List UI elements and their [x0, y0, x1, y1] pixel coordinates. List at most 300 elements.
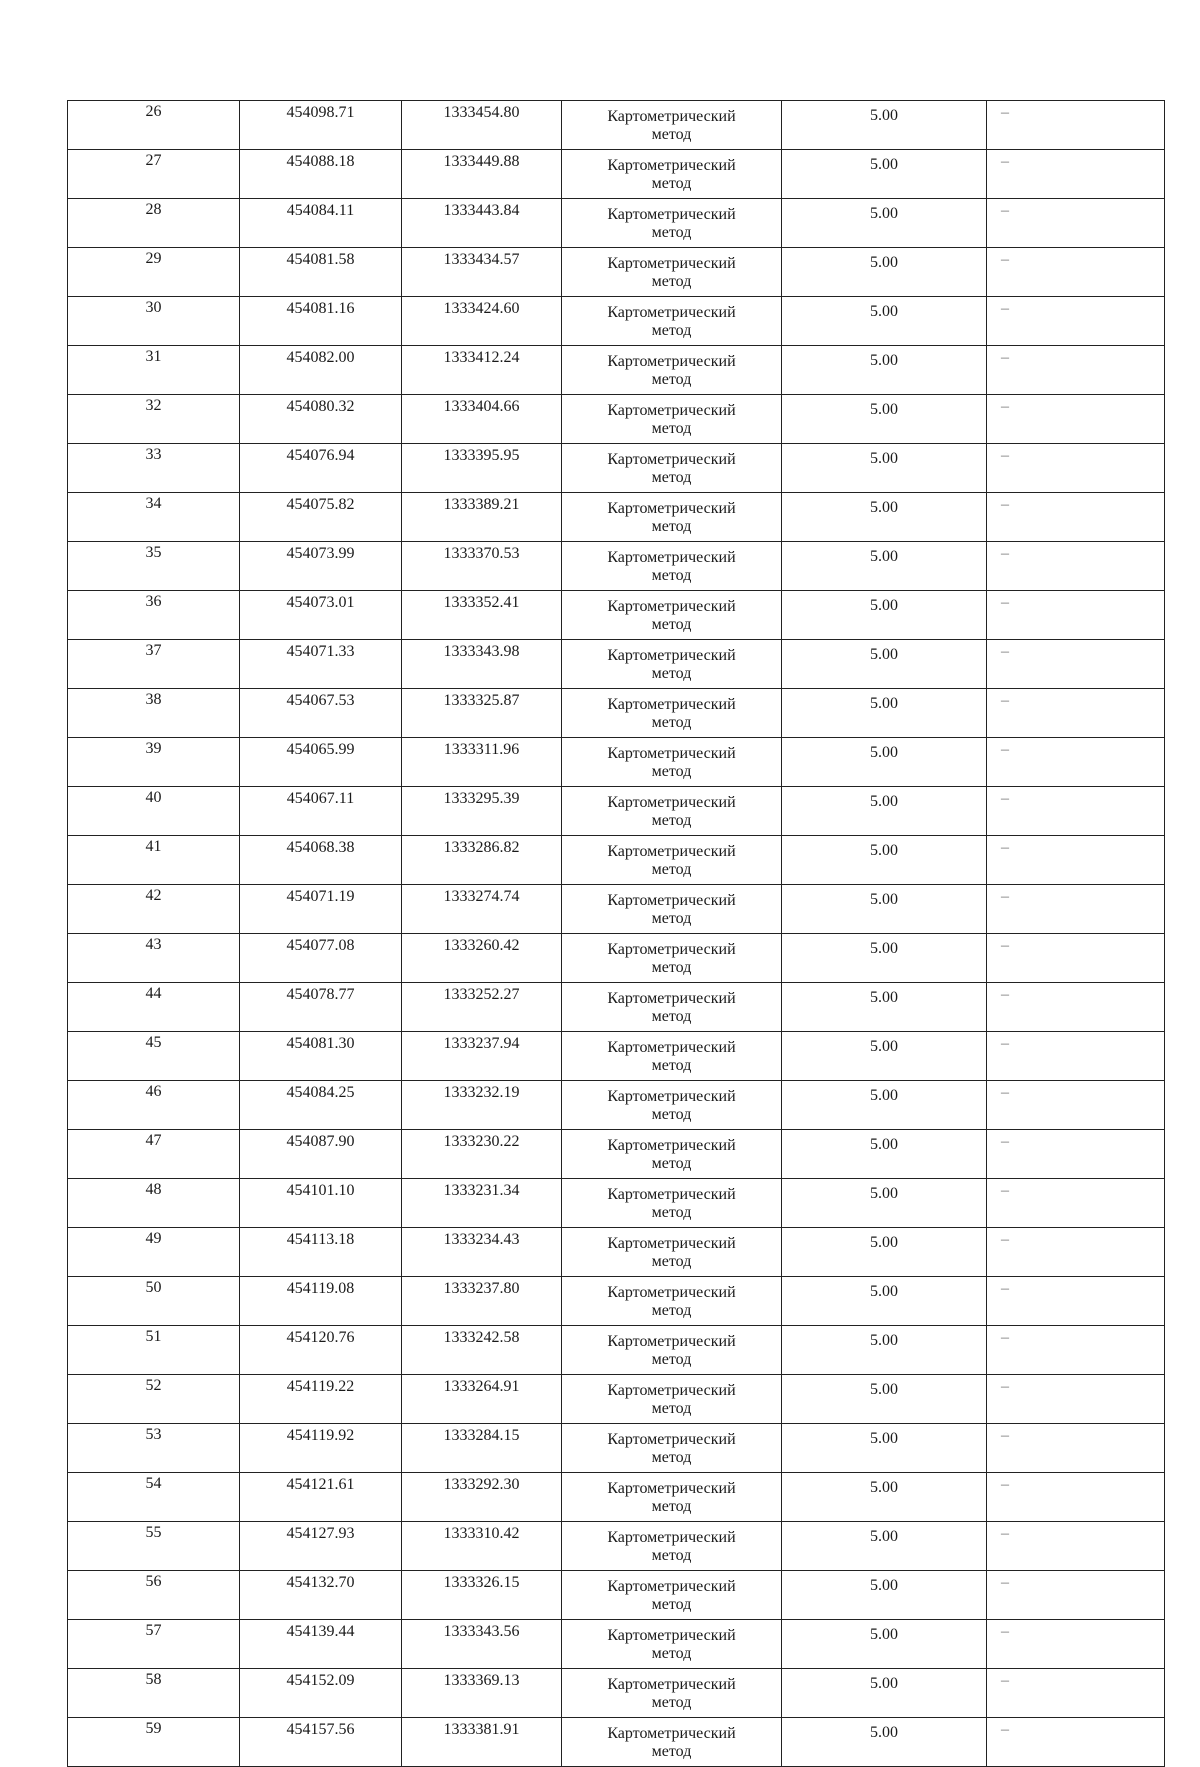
- method-line-1: Картометрический: [607, 941, 736, 958]
- method-cell: [562, 983, 782, 1032]
- x-coordinate-cell: [240, 493, 402, 542]
- x-coordinate: 454077.08: [286, 937, 355, 954]
- y-coordinate-cell: [402, 199, 562, 248]
- point-number: 41: [145, 838, 162, 855]
- y-coordinate-cell: [402, 395, 562, 444]
- note-dash: –: [1001, 1672, 1009, 1689]
- point-number-cell: [68, 199, 240, 248]
- note-dash: –: [1001, 1721, 1009, 1738]
- method-line-2: метод: [651, 1008, 692, 1025]
- method-line-2: метод: [651, 959, 692, 976]
- point-number-cell: [68, 1179, 240, 1228]
- y-coordinate-cell: [402, 1277, 562, 1326]
- method-cell: [562, 738, 782, 787]
- point-number: 32: [145, 397, 162, 414]
- table-row: [68, 934, 1165, 983]
- x-coordinate: 454081.58: [286, 251, 355, 268]
- note-cell: [987, 1228, 1165, 1277]
- point-number-cell: [68, 1473, 240, 1522]
- y-coordinate-cell: [402, 1473, 562, 1522]
- accuracy-cell: [782, 787, 987, 836]
- method-cell: [562, 1228, 782, 1277]
- method-line-1: Картометрический: [607, 500, 736, 517]
- accuracy-value: 5.00: [870, 1283, 898, 1300]
- method-line-1: Картометрический: [607, 157, 736, 174]
- x-coordinate: 454071.33: [286, 643, 355, 660]
- method-line-2: метод: [651, 1253, 692, 1270]
- method-line-2: метод: [651, 1694, 692, 1711]
- method-line-2: метод: [651, 861, 692, 878]
- point-number-cell: [68, 1130, 240, 1179]
- y-coordinate-cell: [402, 640, 562, 689]
- point-number: 48: [145, 1181, 162, 1198]
- coordinates-document: [67, 100, 1164, 1767]
- accuracy-cell: [782, 1571, 987, 1620]
- method-line-2: метод: [651, 567, 692, 584]
- point-number-cell: [68, 1277, 240, 1326]
- method-line-1: Картометрический: [607, 1676, 736, 1693]
- accuracy-value: 5.00: [870, 352, 898, 369]
- coordinates-table-body: [68, 101, 1165, 1767]
- x-coordinate-cell: [240, 591, 402, 640]
- method-cell: [562, 1620, 782, 1669]
- x-coordinate: 454081.16: [286, 300, 355, 317]
- note-cell: [987, 1081, 1165, 1130]
- accuracy-cell: [782, 1130, 987, 1179]
- y-coordinate-cell: [402, 1669, 562, 1718]
- note-cell: [987, 689, 1165, 738]
- table-row: [68, 1571, 1165, 1620]
- y-coordinate-cell: [402, 934, 562, 983]
- x-coordinate-cell: [240, 689, 402, 738]
- note-cell: [987, 150, 1165, 199]
- method-line-1: Картометрический: [607, 843, 736, 860]
- x-coordinate-cell: [240, 1424, 402, 1473]
- table-row: [68, 1620, 1165, 1669]
- method-line-1: Картометрический: [607, 892, 736, 909]
- x-coordinate-cell: [240, 1473, 402, 1522]
- note-dash: –: [1001, 1035, 1009, 1052]
- note-dash: –: [1001, 1574, 1009, 1591]
- method-line-2: метод: [651, 714, 692, 731]
- method-line-2: метод: [651, 1106, 692, 1123]
- method-cell: [562, 640, 782, 689]
- y-coordinate: 1333310.42: [443, 1525, 520, 1542]
- table-row: [68, 1522, 1165, 1571]
- note-cell: [987, 1473, 1165, 1522]
- x-coordinate: 454121.61: [286, 1476, 355, 1493]
- table-row: [68, 640, 1165, 689]
- table-row: [68, 738, 1165, 787]
- method-line-1: Картометрический: [607, 794, 736, 811]
- accuracy-cell: [782, 297, 987, 346]
- method-line-1: Картометрический: [607, 696, 736, 713]
- y-coordinate-cell: [402, 1326, 562, 1375]
- point-number-cell: [68, 1718, 240, 1767]
- x-coordinate-cell: [240, 1277, 402, 1326]
- y-coordinate: 1333381.91: [443, 1721, 520, 1738]
- point-number-cell: [68, 542, 240, 591]
- method-line-2: метод: [651, 1498, 692, 1515]
- method-line-2: метод: [651, 224, 692, 241]
- table-row: [68, 444, 1165, 493]
- point-number-cell: [68, 836, 240, 885]
- y-coordinate-cell: [402, 1375, 562, 1424]
- point-number: 38: [145, 691, 162, 708]
- x-coordinate: 454084.11: [286, 202, 355, 219]
- point-number: 51: [145, 1328, 162, 1345]
- x-coordinate-cell: [240, 836, 402, 885]
- note-cell: [987, 885, 1165, 934]
- x-coordinate-cell: [240, 444, 402, 493]
- note-cell: [987, 1130, 1165, 1179]
- x-coordinate-cell: [240, 1228, 402, 1277]
- y-coordinate-cell: [402, 542, 562, 591]
- x-coordinate: 454119.22: [286, 1378, 355, 1395]
- y-coordinate: 1333237.80: [443, 1280, 520, 1297]
- point-number: 26: [145, 103, 162, 120]
- x-coordinate: 454139.44: [286, 1623, 355, 1640]
- table-row: [68, 1718, 1165, 1767]
- note-cell: [987, 836, 1165, 885]
- method-line-2: метод: [651, 616, 692, 633]
- point-number-cell: [68, 787, 240, 836]
- accuracy-value: 5.00: [870, 842, 898, 859]
- accuracy-value: 5.00: [870, 597, 898, 614]
- method-line-1: Картометрический: [607, 1039, 736, 1056]
- x-coordinate-cell: [240, 787, 402, 836]
- y-coordinate: 1333252.27: [443, 986, 520, 1003]
- point-number: 59: [145, 1720, 162, 1737]
- table-row: [68, 150, 1165, 199]
- accuracy-value: 5.00: [870, 156, 898, 173]
- x-coordinate-cell: [240, 297, 402, 346]
- x-coordinate: 454078.77: [286, 986, 355, 1003]
- y-coordinate: 1333389.21: [443, 496, 520, 513]
- x-coordinate: 454076.94: [286, 447, 355, 464]
- y-coordinate: 1333454.80: [443, 104, 520, 121]
- x-coordinate-cell: [240, 1522, 402, 1571]
- x-coordinate-cell: [240, 1081, 402, 1130]
- point-number-cell: [68, 101, 240, 150]
- method-cell: [562, 493, 782, 542]
- note-cell: [987, 395, 1165, 444]
- accuracy-value: 5.00: [870, 205, 898, 222]
- note-dash: –: [1001, 1133, 1009, 1150]
- y-coordinate-cell: [402, 150, 562, 199]
- note-dash: –: [1001, 1476, 1009, 1493]
- accuracy-value: 5.00: [870, 450, 898, 467]
- method-cell: [562, 836, 782, 885]
- x-coordinate: 454067.11: [286, 790, 355, 807]
- point-number: 44: [145, 985, 162, 1002]
- x-coordinate: 454152.09: [286, 1672, 355, 1689]
- method-cell: [562, 346, 782, 395]
- point-number-cell: [68, 493, 240, 542]
- y-coordinate: 1333395.95: [443, 447, 520, 464]
- method-line-2: метод: [651, 1155, 692, 1172]
- table-row: [68, 1228, 1165, 1277]
- method-cell: [562, 1424, 782, 1473]
- y-coordinate-cell: [402, 493, 562, 542]
- method-line-1: Картометрический: [607, 1333, 736, 1350]
- note-dash: –: [1001, 643, 1009, 660]
- point-number: 47: [145, 1132, 162, 1149]
- note-cell: [987, 493, 1165, 542]
- point-number: 50: [145, 1279, 162, 1296]
- note-cell: [987, 983, 1165, 1032]
- method-line-2: метод: [651, 322, 692, 339]
- note-dash: –: [1001, 1231, 1009, 1248]
- note-cell: [987, 934, 1165, 983]
- y-coordinate-cell: [402, 1081, 562, 1130]
- x-coordinate: 454073.01: [286, 594, 355, 611]
- method-line-1: Картометрический: [607, 353, 736, 370]
- table-row: [68, 689, 1165, 738]
- method-line-1: Картометрический: [607, 1431, 736, 1448]
- y-coordinate: 1333274.74: [443, 888, 520, 905]
- point-number-cell: [68, 1375, 240, 1424]
- point-number: 29: [145, 250, 162, 267]
- x-coordinate: 454068.38: [286, 839, 355, 856]
- x-coordinate-cell: [240, 101, 402, 150]
- method-line-2: метод: [651, 1400, 692, 1417]
- method-line-1: Картометрический: [607, 647, 736, 664]
- accuracy-value: 5.00: [870, 1479, 898, 1496]
- method-line-1: Картометрический: [607, 206, 736, 223]
- method-line-2: метод: [651, 1302, 692, 1319]
- note-dash: –: [1001, 1525, 1009, 1542]
- point-number-cell: [68, 1326, 240, 1375]
- point-number: 30: [145, 299, 162, 316]
- y-coordinate-cell: [402, 248, 562, 297]
- method-cell: [562, 591, 782, 640]
- note-dash: –: [1001, 986, 1009, 1003]
- accuracy-cell: [782, 493, 987, 542]
- y-coordinate: 1333434.57: [443, 251, 520, 268]
- x-coordinate: 454084.25: [286, 1084, 355, 1101]
- note-cell: [987, 444, 1165, 493]
- method-cell: [562, 1718, 782, 1767]
- note-dash: –: [1001, 1182, 1009, 1199]
- y-coordinate-cell: [402, 738, 562, 787]
- accuracy-value: 5.00: [870, 1136, 898, 1153]
- y-coordinate-cell: [402, 591, 562, 640]
- accuracy-cell: [782, 444, 987, 493]
- y-coordinate: 1333412.24: [443, 349, 520, 366]
- note-cell: [987, 1375, 1165, 1424]
- accuracy-cell: [782, 983, 987, 1032]
- point-number-cell: [68, 395, 240, 444]
- x-coordinate: 454082.00: [286, 349, 355, 366]
- accuracy-value: 5.00: [870, 1234, 898, 1251]
- x-coordinate: 454119.08: [286, 1280, 355, 1297]
- note-cell: [987, 591, 1165, 640]
- x-coordinate: 454119.92: [286, 1427, 355, 1444]
- x-coordinate-cell: [240, 1130, 402, 1179]
- point-number: 54: [145, 1475, 162, 1492]
- y-coordinate: 1333264.91: [443, 1378, 520, 1395]
- point-number: 43: [145, 936, 162, 953]
- note-cell: [987, 101, 1165, 150]
- method-line-1: Картометрический: [607, 1529, 736, 1546]
- note-cell: [987, 1179, 1165, 1228]
- point-number: 36: [145, 593, 162, 610]
- accuracy-value: 5.00: [870, 989, 898, 1006]
- note-dash: –: [1001, 496, 1009, 513]
- table-row: [68, 395, 1165, 444]
- method-cell: [562, 1081, 782, 1130]
- note-cell: [987, 640, 1165, 689]
- note-dash: –: [1001, 398, 1009, 415]
- method-cell: [562, 542, 782, 591]
- accuracy-cell: [782, 1326, 987, 1375]
- method-cell: [562, 1179, 782, 1228]
- method-line-2: метод: [651, 518, 692, 535]
- table-row: [68, 836, 1165, 885]
- method-line-1: Картометрический: [607, 549, 736, 566]
- method-line-1: Картометрический: [607, 1578, 736, 1595]
- table-row: [68, 1326, 1165, 1375]
- accuracy-cell: [782, 836, 987, 885]
- method-cell: [562, 689, 782, 738]
- method-cell: [562, 1277, 782, 1326]
- accuracy-cell: [782, 1032, 987, 1081]
- y-coordinate: 1333343.98: [443, 643, 520, 660]
- accuracy-value: 5.00: [870, 1577, 898, 1594]
- y-coordinate: 1333284.15: [443, 1427, 520, 1444]
- point-number: 34: [145, 495, 162, 512]
- method-cell: [562, 934, 782, 983]
- note-dash: –: [1001, 300, 1009, 317]
- point-number-cell: [68, 934, 240, 983]
- x-coordinate: 454132.70: [286, 1574, 355, 1591]
- accuracy-value: 5.00: [870, 303, 898, 320]
- table-row: [68, 1179, 1165, 1228]
- method-line-1: Картометрический: [607, 451, 736, 468]
- note-cell: [987, 1032, 1165, 1081]
- method-cell: [562, 101, 782, 150]
- y-coordinate-cell: [402, 1228, 562, 1277]
- point-number: 57: [145, 1622, 162, 1639]
- point-number-cell: [68, 346, 240, 395]
- x-coordinate: 454113.18: [286, 1231, 355, 1248]
- y-coordinate-cell: [402, 101, 562, 150]
- note-dash: –: [1001, 1378, 1009, 1395]
- note-dash: –: [1001, 104, 1009, 121]
- accuracy-value: 5.00: [870, 1675, 898, 1692]
- method-line-2: метод: [651, 910, 692, 927]
- y-coordinate: 1333286.82: [443, 839, 520, 856]
- method-cell: [562, 1522, 782, 1571]
- method-line-1: Картометрический: [607, 1382, 736, 1399]
- table-row: [68, 1669, 1165, 1718]
- point-number: 37: [145, 642, 162, 659]
- point-number-cell: [68, 1571, 240, 1620]
- method-cell: [562, 1571, 782, 1620]
- point-number: 35: [145, 544, 162, 561]
- point-number-cell: [68, 640, 240, 689]
- y-coordinate: 1333343.56: [443, 1623, 520, 1640]
- x-coordinate: 454080.32: [286, 398, 355, 415]
- y-coordinate-cell: [402, 297, 562, 346]
- point-number: 58: [145, 1671, 162, 1688]
- y-coordinate: 1333311.96: [443, 741, 520, 758]
- x-coordinate-cell: [240, 1326, 402, 1375]
- point-number: 27: [145, 152, 162, 169]
- note-cell: [987, 787, 1165, 836]
- point-number-cell: [68, 1522, 240, 1571]
- method-line-1: Картометрический: [607, 1284, 736, 1301]
- accuracy-cell: [782, 150, 987, 199]
- note-dash: –: [1001, 790, 1009, 807]
- point-number-cell: [68, 1669, 240, 1718]
- note-cell: [987, 1277, 1165, 1326]
- method-line-1: Картометрический: [607, 598, 736, 615]
- y-coordinate-cell: [402, 1130, 562, 1179]
- note-dash: –: [1001, 447, 1009, 464]
- x-coordinate-cell: [240, 1620, 402, 1669]
- note-cell: [987, 1571, 1165, 1620]
- point-number-cell: [68, 1424, 240, 1473]
- x-coordinate: 454098.71: [286, 104, 355, 121]
- method-cell: [562, 1130, 782, 1179]
- x-coordinate-cell: [240, 248, 402, 297]
- point-number-cell: [68, 983, 240, 1032]
- note-dash: –: [1001, 202, 1009, 219]
- accuracy-cell: [782, 1522, 987, 1571]
- table-row: [68, 297, 1165, 346]
- accuracy-value: 5.00: [870, 548, 898, 565]
- method-cell: [562, 297, 782, 346]
- accuracy-value: 5.00: [870, 1430, 898, 1447]
- point-number: 55: [145, 1524, 162, 1541]
- note-dash: –: [1001, 741, 1009, 758]
- y-coordinate: 1333424.60: [443, 300, 520, 317]
- table-row: [68, 1277, 1165, 1326]
- method-line-2: метод: [651, 1449, 692, 1466]
- x-coordinate: 454087.90: [286, 1133, 355, 1150]
- method-line-2: метод: [651, 665, 692, 682]
- accuracy-cell: [782, 1277, 987, 1326]
- accuracy-cell: [782, 640, 987, 689]
- method-line-1: Картометрический: [607, 1725, 736, 1742]
- method-line-2: метод: [651, 1351, 692, 1368]
- accuracy-cell: [782, 1669, 987, 1718]
- y-coordinate: 1333242.58: [443, 1329, 520, 1346]
- accuracy-value: 5.00: [870, 1332, 898, 1349]
- method-cell: [562, 1473, 782, 1522]
- x-coordinate: 454157.56: [286, 1721, 355, 1738]
- y-coordinate-cell: [402, 346, 562, 395]
- method-cell: [562, 1669, 782, 1718]
- accuracy-value: 5.00: [870, 940, 898, 957]
- note-cell: [987, 1522, 1165, 1571]
- accuracy-value: 5.00: [870, 1724, 898, 1741]
- table-row: [68, 346, 1165, 395]
- table-row: [68, 542, 1165, 591]
- method-cell: [562, 199, 782, 248]
- method-line-2: метод: [651, 1596, 692, 1613]
- point-number: 42: [145, 887, 162, 904]
- method-line-1: Картометрический: [607, 745, 736, 762]
- point-number-cell: [68, 150, 240, 199]
- table-row: [68, 101, 1165, 150]
- y-coordinate-cell: [402, 689, 562, 738]
- method-line-1: Картометрический: [607, 1480, 736, 1497]
- point-number-cell: [68, 444, 240, 493]
- x-coordinate-cell: [240, 1718, 402, 1767]
